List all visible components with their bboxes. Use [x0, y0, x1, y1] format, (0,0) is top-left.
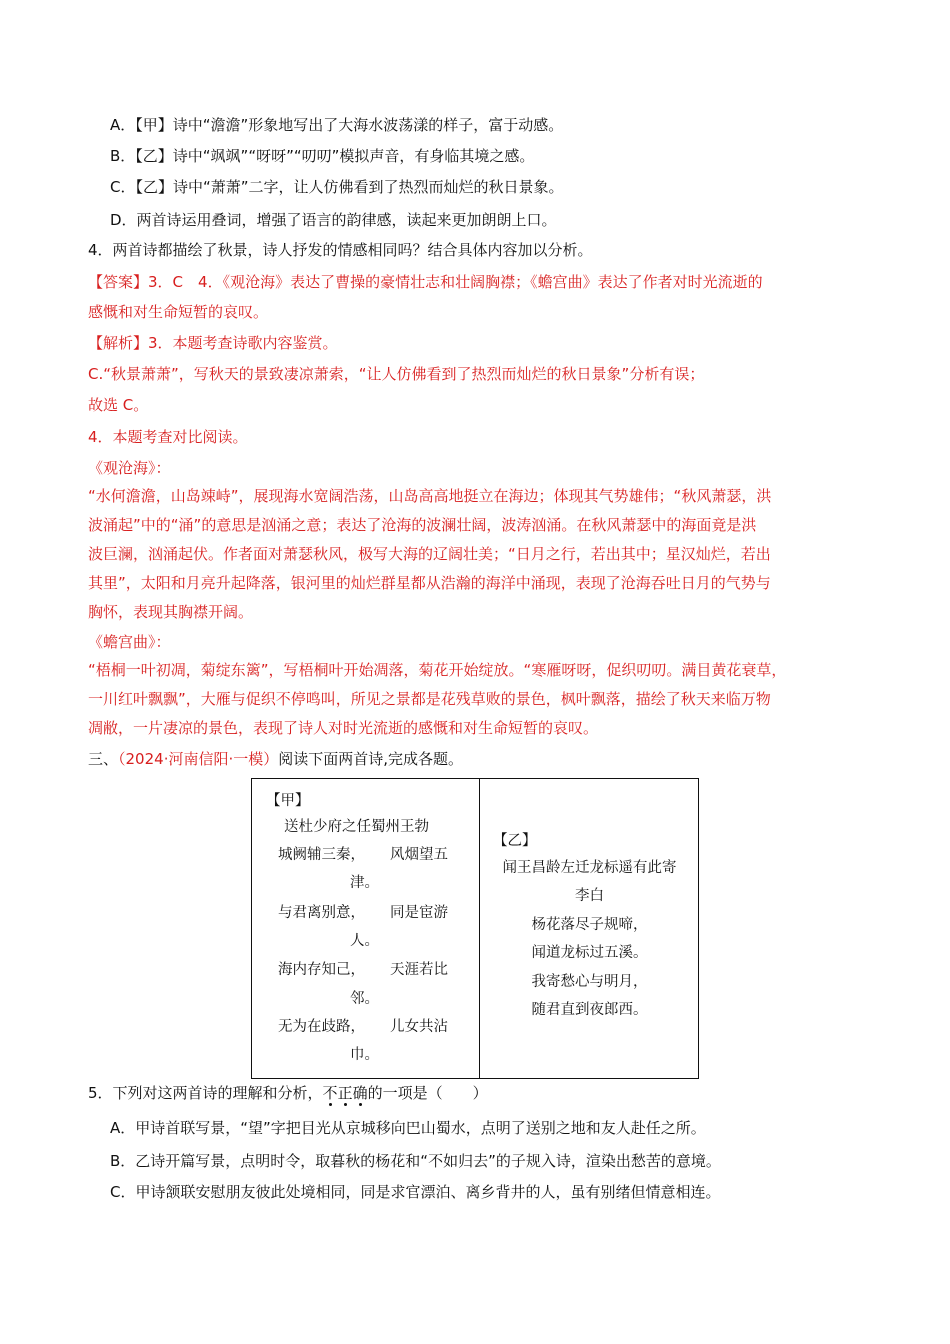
poem1-analysis-line: 其里”，太阳和月亮升起降落，银河里的灿烂群星都从浩瀚的海洋中涌现，表现了沧海吞吐日月的气势与	[88, 574, 771, 592]
poem-a-line: 无为在歧路，	[278, 1019, 365, 1035]
q3-option-b: B．【乙】诗中“飒飒”“呀呀”“叨叨”模拟声音，有身临其境之感。	[110, 147, 535, 165]
analysis-q3-intro: 3．本题考查诗歌内容鉴赏。	[148, 334, 338, 352]
poem-a-tag: 【甲】	[266, 793, 310, 809]
poem-b-line: 随君直到夜郎西。	[531, 1002, 648, 1018]
poem1-analysis-title: 《观沧海》：	[88, 459, 171, 477]
poem-b-line: 杨花落尽子规啼，	[531, 917, 648, 933]
poem-a-line: 天涯若比	[390, 962, 448, 978]
q5-emphasis-char: 正	[337, 1084, 353, 1102]
analysis-line-1	[88, 332, 338, 354]
poem-b-line: 我寄愁心与明月，	[531, 974, 648, 990]
table-divider	[479, 779, 480, 1078]
poem-a-line: 津。	[350, 875, 379, 891]
poem-b-cell	[481, 779, 698, 1078]
section3-prefix: 三、	[88, 750, 119, 768]
poem1-analysis-line: 胸怀，表现其胸襟开阔。	[88, 603, 254, 621]
poem1-analysis-line: 波涌起”中的“涌”的意思是汹涌之意；表达了沧海的波澜壮阔，波涛汹涌。在秋风萧瑟中的海面竟是洪	[88, 516, 757, 534]
poem-a-line: 城阙辅三秦，	[278, 847, 365, 863]
q5-option-b: B．乙诗开篇写景，点明时令，取暮秋的杨花和“不如归去”的子规入诗，渲染出愁苦的意境。	[110, 1152, 721, 1170]
q5-suffix: 的一项是（ ）	[367, 1084, 488, 1102]
poem-a-line: 巾。	[350, 1047, 379, 1063]
q5-question	[88, 1082, 488, 1104]
q5-prefix: 5．下列对这两首诗的理解和分析，	[88, 1084, 323, 1102]
poem-b-tag: 【乙】	[493, 833, 537, 849]
analysis-q3-detail: C.“秋景萧萧”，写秋天的景致凄凉萧索，“让人仿佛看到了热烈而灿烂的秋日景象”分析有误；	[88, 365, 705, 383]
poem-a-line: 儿女共沾	[390, 1019, 448, 1035]
poem1-analysis-line: 波巨澜，汹涌起伏。作者面对萧瑟秋风，极写大海的辽阔壮美；“日月之行，若出其中；星汉灿烂，若出	[88, 545, 771, 563]
q5-option-a: A．甲诗首联写景，“望”字把目光从京城移向巴山蜀水，点明了送别之地和友人赴任之所。	[110, 1119, 706, 1137]
analysis-q3-choice: 故选 C。	[88, 396, 149, 414]
poem-a-line: 邻。	[350, 991, 379, 1007]
q3-option-d: D．两首诗运用叠词，增强了语言的韵律感，读起来更加朗朗上口。	[110, 211, 557, 229]
analysis-label: 【解析】	[88, 334, 149, 352]
q4-question: 4．两首诗都描绘了秋景，诗人抒发的情感相同吗？结合具体内容加以分析。	[88, 241, 593, 259]
answer-text-1: 3．C 4．《观沧海》表达了曹操的豪情壮志和壮阔胸襟；《蟾宫曲》表达了作者对时光流逝的	[148, 273, 763, 291]
answer-label: 【答案】	[88, 273, 149, 291]
answer-line-2: 感慨和对生命短暂的哀叹。	[88, 303, 269, 321]
poem2-analysis-line: 凋敝，一片凄凉的景色，表现了诗人对时光流逝的感慨和对生命短暂的哀叹。	[88, 719, 599, 737]
poem-a-line: 海内存知己，	[278, 962, 365, 978]
poem-a-title: 送杜少府之任蜀州王勃	[284, 819, 429, 835]
analysis-q4-intro: 4．本题考查对比阅读。	[88, 428, 248, 446]
q5-emphasis-char: 不	[322, 1084, 338, 1102]
poem1-analysis-line: “水何澹澹，山岛竦峙”，展现海水宽阔浩荡，山岛高高地挺立在海边；体现其气势雄伟；“秋风萧瑟，洪	[88, 487, 772, 505]
poem-a-line: 与君离别意，	[278, 905, 365, 921]
poem-a-line: 同是宦游	[390, 905, 448, 921]
section3-source: （2024·河南信阳·一模）	[118, 750, 279, 768]
poem2-analysis-line: “梧桐一叶初凋，菊绽东篱”，写梧桐叶开始凋落，菊花开始绽放。“寒雁呀呀，促织叨叨。满目黄花衰草，	[88, 661, 787, 679]
section3-instruction: 阅读下面两首诗,完成各题。	[278, 750, 464, 768]
poem-a-line: 人。	[350, 933, 379, 949]
q3-option-a: A．【甲】诗中“澹澹”形象地写出了大海水波荡漾的样子，富于动感。	[110, 116, 564, 134]
section3-heading	[88, 748, 463, 770]
answer-line-1	[88, 271, 763, 293]
poem-b-author: 李白	[575, 888, 604, 904]
q5-emphasis-char: 确	[352, 1084, 368, 1102]
q5-option-c: C．甲诗颔联安慰朋友彼此处境相同，同是求官漂泊、离乡背井的人，虽有别绪但情意相连。	[110, 1183, 721, 1201]
poem-b-title: 闻王昌龄左迁龙标遥有此寄	[502, 860, 677, 876]
poem-a-line: 风烟望五	[390, 847, 448, 863]
poem-a-cell	[252, 779, 479, 1078]
poem2-analysis-line: 一川红叶飘飘”，大雁与促织不停鸣叫，所见之景都是花残草败的景色，枫叶飘落，描绘了秋天来临万物	[88, 690, 771, 708]
q3-option-c: C．【乙】诗中“萧萧”二字，让人仿佛看到了热烈而灿烂的秋日景象。	[110, 178, 564, 196]
poem2-analysis-title: 《蟾宫曲》：	[88, 633, 171, 651]
poem-b-line: 闻道龙标过五溪。	[531, 945, 648, 961]
poem-table	[251, 778, 699, 1079]
